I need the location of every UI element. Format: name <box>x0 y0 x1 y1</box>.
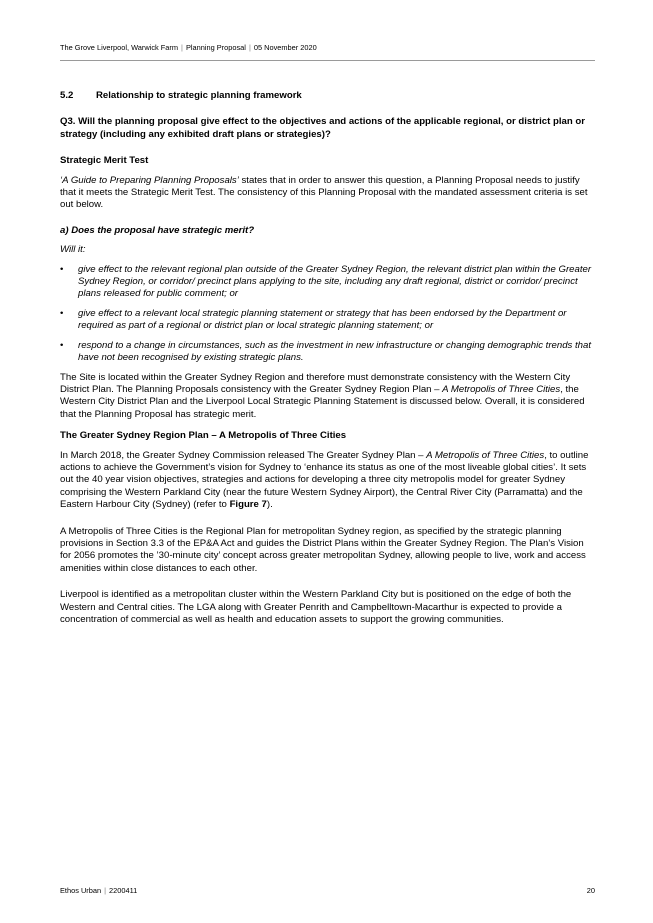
footer-left <box>60 886 137 896</box>
page-number: 20 <box>586 886 595 895</box>
site-text-2: , the Western City District Plan and the Liverpool Local Strategic Planning Statement is discussed below. Overall, it is considered that the Planning Proposal has strategic merit. <box>60 383 585 420</box>
site-text-1: The Site is located within the Greater Sydney Region and therefore must demonstrate consistency with the Western City District Plan. The Planning Proposals consistency with the Greater Sydney Region Plan – <box>60 371 571 395</box>
section-heading <box>60 90 596 102</box>
strategic-merit-heading: Strategic Merit Test <box>60 155 149 167</box>
list-item-text: respond to a change in circumstances, such as the investment in new infrastructure or changing demographic trends that have not been recognised by existing strategic plans. <box>78 339 592 364</box>
guide-title: ‘A Guide to Preparing Planning Proposals’ <box>60 174 239 186</box>
question-heading: Q3. Will the planning proposal give effect to the objectives and actions of the applicable regional, or district plan or strategy (including any exhibited draft plans or strategies)? <box>60 116 585 140</box>
footer-separator: | <box>104 886 107 895</box>
criteria-list <box>60 264 596 365</box>
list-item <box>60 308 596 333</box>
header-doc-type: Planning Proposal <box>185 43 246 52</box>
criteria-heading: a) Does the proposal have strategic merit? <box>60 224 255 236</box>
section-title: Relationship to strategic planning framework <box>96 90 302 101</box>
site-plan-title: A Metropolis of Three Cities <box>442 383 561 395</box>
list-item-text: give effect to the relevant regional plan outside of the Greater Sydney Region, the relevant district plan within the Greater Sydney Region, or corridor/ precinct plans applying to the site, including any draft regional, district or corridor/ precinct plans released for public comment; or <box>78 263 592 300</box>
bullet-icon: • <box>60 307 64 319</box>
will-it-label: Will it: <box>60 244 86 256</box>
section-number: 5.2 <box>60 90 74 101</box>
header-project: The Grove Liverpool, Warwick Farm <box>60 43 179 52</box>
figure-reference: Figure 7 <box>229 499 267 511</box>
header-date: 05 November 2020 <box>253 43 317 52</box>
region-plan-heading: The Greater Sydney Region Plan – A Metropolis of Three Cities <box>60 430 347 442</box>
header-separator: | <box>248 43 251 52</box>
footer-company: Ethos Urban <box>60 886 102 895</box>
list-item-text: give effect to a relevant local strategic planning statement or strategy that has been endorsed by the Department or required as part of a regional or district plan or local strategic planning statement; or <box>78 307 567 332</box>
region-plan-paragraph-3: Liverpool is identified as a metropolitan cluster within the Western Parkland City but is positioned on the edge of both the Western and Central cities. The LGA along with Greater Penrith and Campbelltown-Macarthur is expected to provide a concentration of commercial as well as health and education assets to support the growing communities. <box>60 589 572 625</box>
header-separator: | <box>181 43 183 52</box>
bullet-icon: • <box>60 263 64 275</box>
page-footer <box>60 886 595 896</box>
region-plan-paragraph-2: A Metropolis of Three Cities is the Regional Plan for metropolitan Sydney region, as specified by the strategic planning provisions in Section 3.3 of the EP&A Act and guides the District Plans within the Greater Sydney Region. The Plan’s Vision for 2056 promotes the ’30-minute city’ concept across greater metropolitan Sydney, allowing people to live, work and access amenities within close distances to each other. <box>60 525 586 574</box>
region-text-2: , to outline actions to achieve the Government’s vision for Sydney to ‘enhance its status as one of the most liveable global cities’. It sets out the 40 year vision objectives, strategies and actions for developing a three city metropolis model for greater Sydney comprising the Western Parkland City (near the future Western Sydney Airport), the Central River City (Parramatta) and the Eastern Harbour City (Sydney) (refer to <box>60 449 589 511</box>
list-item <box>60 340 596 365</box>
strategic-merit-text: states that in order to answer this question, a Planning Proposal needs to justify that it meets the Strategic Merit Test. The consistency of this Planning Proposal with the mandated assessment criteria is set out below. <box>60 174 588 211</box>
region-text-1: In March 2018, the Greater Sydney Commission released The Greater Sydney Plan – <box>60 449 427 461</box>
page-header <box>60 43 595 53</box>
page-content <box>60 90 596 640</box>
footer-ref: 2200411 <box>109 886 138 895</box>
header-divider <box>60 60 595 61</box>
site-paragraph <box>60 372 596 422</box>
bullet-icon: • <box>60 339 64 351</box>
region-plan-paragraph-1 <box>60 450 596 512</box>
region-plan-title: A Metropolis of Three Cities <box>426 449 545 461</box>
strategic-merit-paragraph <box>60 175 596 212</box>
region-text-3: ). <box>266 499 273 511</box>
list-item <box>60 264 596 301</box>
